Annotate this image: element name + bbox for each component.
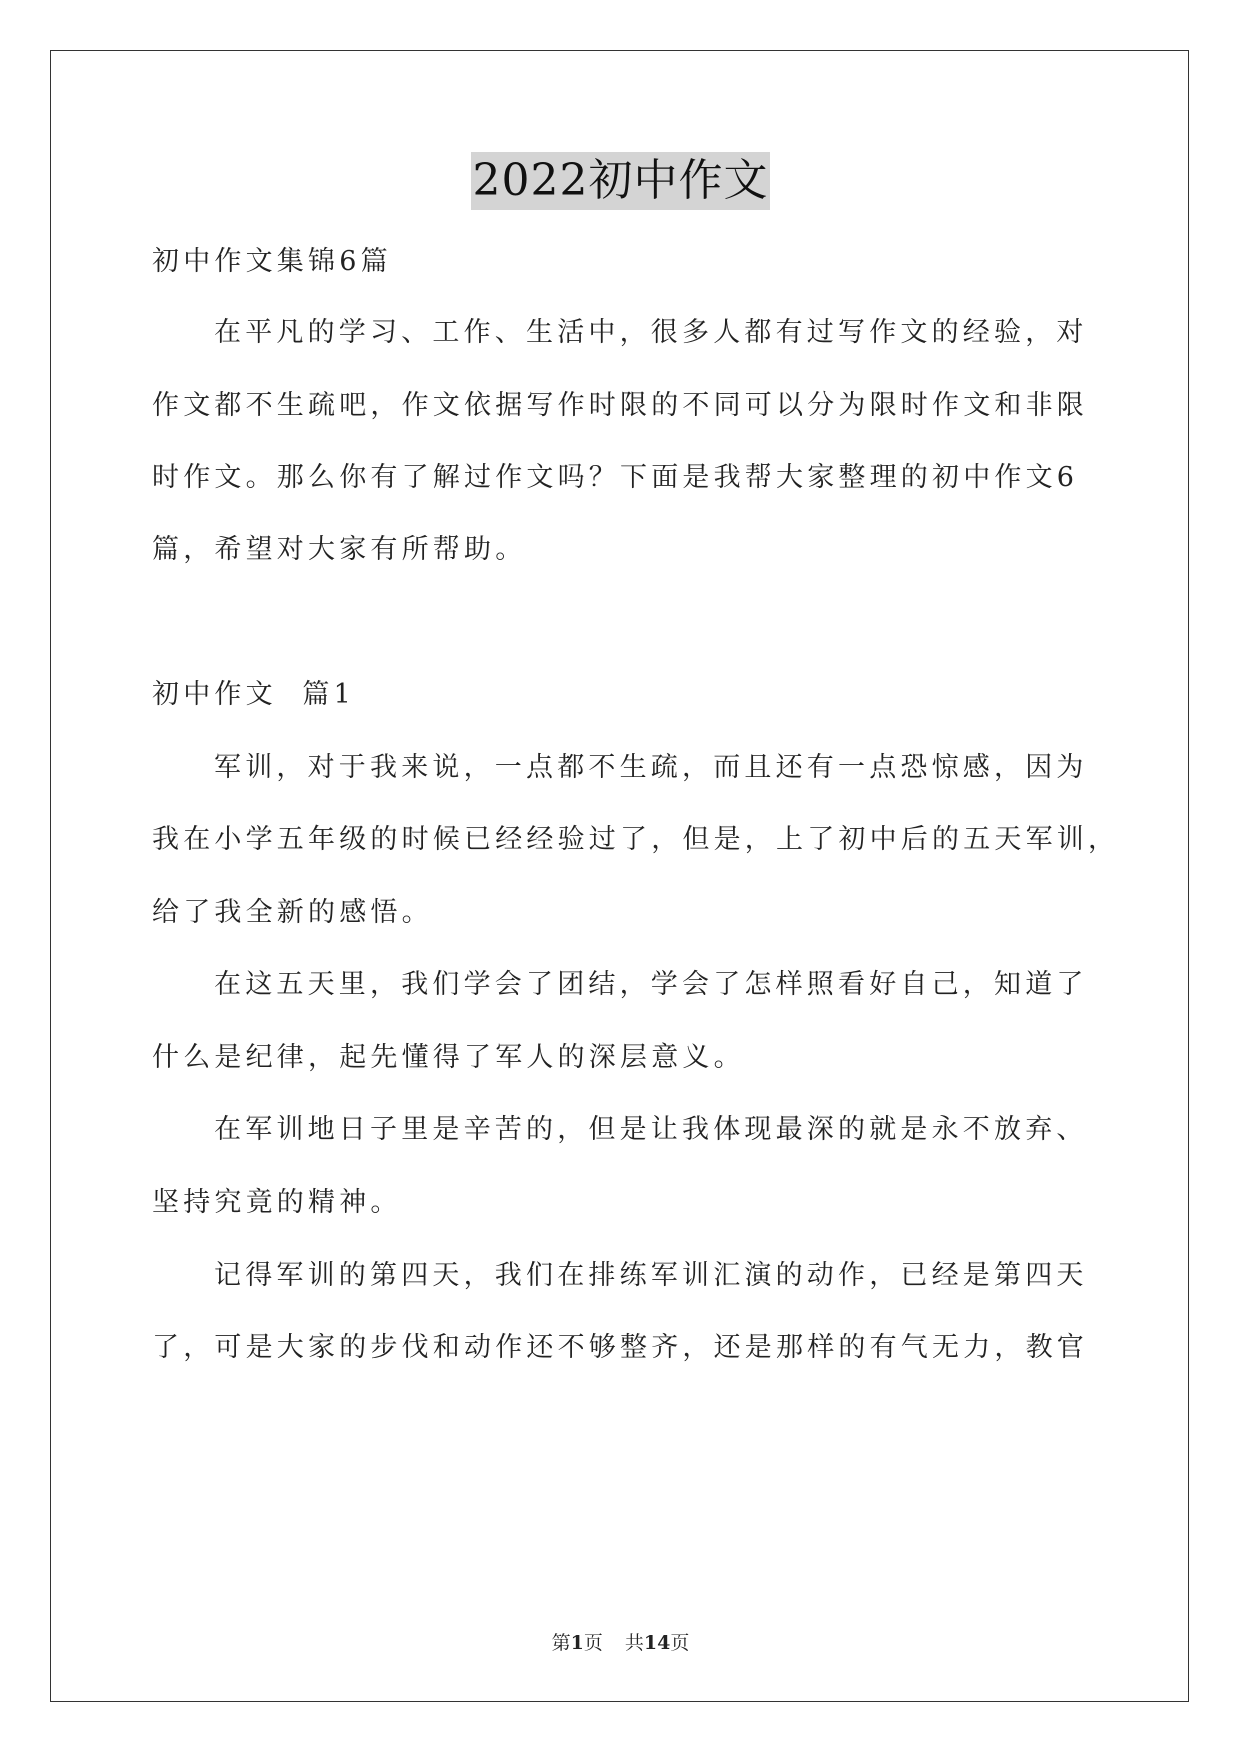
page-prefix: 第	[551, 1632, 571, 1654]
para1-line-1: 军训，对于我来说，一点都不生疏，而且还有一点恐惊感，因为	[214, 752, 1088, 783]
para4-line-2: 了，可是大家的步伐和动作还不够整齐，还是那样的有气无力，教官	[152, 1332, 1088, 1363]
intro-line-2: 作文都不生疏吧，作文依据写作时限的不同可以分为限时作文和非限	[152, 390, 1088, 421]
page-footer	[0, 1628, 1241, 1655]
section-heading: 初中作文 篇1	[152, 679, 355, 710]
page-suffix: 页	[583, 1632, 603, 1654]
document-title: 2022初中作文	[471, 152, 771, 210]
para4-line-1: 记得军训的第四天，我们在排练军训汇演的动作，已经是第四天	[214, 1260, 1088, 1291]
para2-line-2: 什么是纪律，起先懂得了军人的深层意义。	[152, 1042, 745, 1073]
para1-line-3: 给了我全新的感悟。	[152, 897, 433, 928]
para1-line-2: 我在小学五年级的时候已经经验过了，但是，上了初中后的五天军训，	[152, 824, 1120, 855]
total-prefix: 共	[624, 1632, 644, 1654]
total-suffix: 页	[670, 1632, 690, 1654]
para2-line-1: 在这五天里，我们学会了团结，学会了怎样照看好自己，知道了	[214, 969, 1088, 1000]
para3-line-2: 坚持究竟的精神。	[152, 1187, 402, 1218]
intro-line-4: 篇，希望对大家有所帮助。	[152, 534, 527, 565]
intro-line-1: 在平凡的学习、工作、生活中，很多人都有过写作文的经验，对	[214, 317, 1088, 348]
page-total: 14	[643, 1632, 671, 1654]
page-border	[50, 50, 1189, 1702]
intro-line-3: 时作文。那么你有了解过作文吗？下面是我帮大家整理的初中作文6	[152, 462, 1079, 493]
para3-line-1: 在军训地日子里是辛苦的，但是让我体现最深的就是永不放弃、	[214, 1114, 1088, 1145]
subtitle: 初中作文集锦6篇	[152, 246, 392, 277]
title-container	[0, 152, 1241, 210]
page-current: 1	[570, 1632, 584, 1654]
